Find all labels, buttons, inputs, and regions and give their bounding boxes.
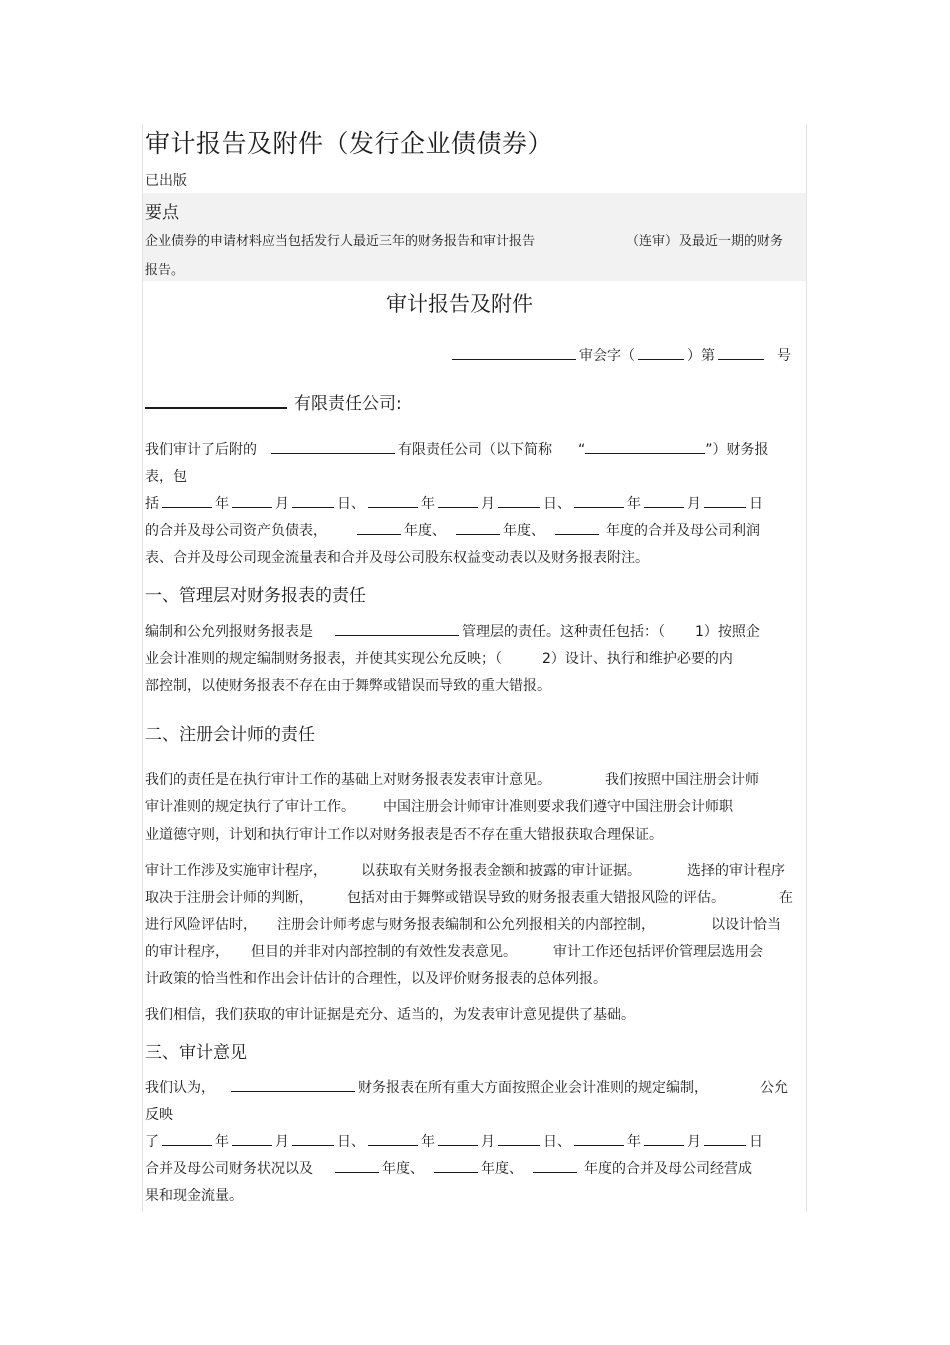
para1-line1: 我们审计了后附的 有限责任公司（以下简称 “ ”）财务报 (145, 442, 769, 458)
blank-field[interactable] (574, 495, 624, 508)
blank-field[interactable] (357, 522, 401, 535)
section1-line3: 部控制，以使财务报表不存在由于舞弊或错误而导致的重大错报。 (145, 678, 551, 694)
keypoints-text-a: 企业债券的申请材料应当包括发行人最近三年的财务报告和审计报告 (145, 234, 536, 249)
section2-heading: 二、注册会计师的责任 (145, 725, 315, 745)
blank-field[interactable] (292, 1133, 334, 1146)
section2-p2-line5: 计政策的恰当性和作出会计估计的合理性，以及评价财务报表的总体列报。 (145, 971, 607, 987)
reference-line: 审会字（ ）第 号 (452, 345, 791, 365)
blank-field[interactable] (704, 495, 746, 508)
para1-line5: 表、合并及母公司现金流量表和合并及母公司股东权益变动表以及财务报表附注。 (145, 550, 649, 566)
blank-field[interactable] (434, 1160, 478, 1173)
blank-field[interactable] (368, 495, 418, 508)
keypoints-text-c: 及最近一期的财务 (679, 234, 784, 249)
blank-field[interactable] (498, 1133, 540, 1146)
section2-p2-line1: 审计工作涉及实施审计程序， 以获取有关财务报表金额和披露的审计证据。 选择的审计程序 (145, 863, 785, 879)
blank-field[interactable] (644, 1133, 684, 1146)
blank-field[interactable] (638, 347, 684, 360)
blank-field[interactable] (232, 495, 272, 508)
para1-date-line: 括 年 月 日、 年 月 日、 年 月 日 (145, 496, 763, 512)
blank-field[interactable] (145, 389, 287, 409)
section2-p2-line3: 进行风险评估时， 注册会计师考虑与财务报表编制和公允列报相关的内部控制， 以设计恰当 (145, 917, 781, 933)
section3-date-line: 了 年 月 日、 年 月 日、 年 月 日 (145, 1134, 763, 1150)
blank-field[interactable] (335, 623, 459, 636)
section2-p3: 我们相信，我们获取的审计证据是充分、适当的，为发表审计意见提供了基础。 (145, 1007, 635, 1023)
section3-line5: 果和现金流量。 (145, 1188, 243, 1204)
page-border-right (806, 124, 807, 1212)
keypoints-heading: 要点 (145, 203, 179, 223)
para1-line4: 的合并及母公司资产负债表， 年度、 年度、 年度的合并及母公司利润 (145, 523, 760, 539)
section2-p2-line4: 的审计程序， 但目的并非对内部控制的有效性发表意见。 审计工作还包括评价管理层选用会 (145, 944, 763, 960)
section3-heading: 三、审计意见 (145, 1043, 247, 1063)
blank-field[interactable] (335, 1160, 379, 1173)
section1-line1: 编制和公允列报财务报表是 管理层的责任。这种责任包括：（ 1）按照企 (145, 624, 760, 640)
blank-field[interactable] (231, 1079, 355, 1092)
keypoints-text-b: （连审） (626, 234, 679, 249)
section2-p1-line1: 我们的责任是在执行审计工作的基础上对财务报表发表审计意见。 我们按照中国注册会计师 (145, 772, 759, 788)
blank-field[interactable] (718, 347, 764, 360)
section1-line2: 业会计准则的规定编制财务报表，并使其实现公允反映；（ 2）设计、执行和维护必要的内 (145, 651, 733, 667)
blank-field[interactable] (704, 1133, 746, 1146)
para1-line2: 表，包 (145, 469, 187, 485)
section3-line2: 反映 (145, 1107, 173, 1123)
blank-field[interactable] (162, 495, 212, 508)
blank-field[interactable] (555, 522, 599, 535)
blank-field[interactable] (271, 441, 395, 454)
blank-field[interactable] (533, 1160, 577, 1173)
section2-p2-line2: 取决于注册会计师的判断， 包括对由于舞弊或错误导致的财务报表重大错报风险的评估。 在 (145, 890, 793, 906)
section3-line4: 合并及母公司财务状况以及 年度、 年度、 年度的合并及母公司经营成 (145, 1161, 752, 1177)
blank-field[interactable] (232, 1133, 272, 1146)
blank-field[interactable] (162, 1133, 212, 1146)
keypoints-text-d: 报告。 (145, 263, 185, 278)
section3-line1: 我们认为， 财务报表在所有重大方面按照企业会计准则的规定编制， 公允 (145, 1080, 788, 1096)
publish-status: 已出版 (145, 173, 187, 189)
blank-field[interactable] (368, 1133, 418, 1146)
section1-heading: 一、管理层对财务报表的责任 (145, 586, 366, 606)
blank-field[interactable] (438, 1133, 478, 1146)
blank-field[interactable] (438, 495, 478, 508)
blank-field[interactable] (585, 441, 705, 454)
blank-field[interactable] (644, 495, 684, 508)
report-title: 审计报告及附件 (386, 292, 533, 316)
page-border-left (142, 124, 143, 1212)
blank-field[interactable] (574, 1133, 624, 1146)
addressee-line: 有限责任公司: (145, 389, 402, 414)
blank-field[interactable] (456, 522, 500, 535)
section2-p1-line3: 业道德守则，计划和执行审计工作以对财务报表是否不存在重大错报获取合理保证。 (145, 827, 663, 843)
blank-field[interactable] (292, 495, 334, 508)
document-title: 审计报告及附件（发行企业债债券） (145, 129, 554, 158)
blank-field[interactable] (498, 495, 540, 508)
section2-p1-line2: 审计准则的规定执行了审计工作。 中国注册会计师审计准则要求我们遵守中国注册会计师职 (145, 799, 733, 815)
blank-field[interactable] (452, 347, 576, 360)
